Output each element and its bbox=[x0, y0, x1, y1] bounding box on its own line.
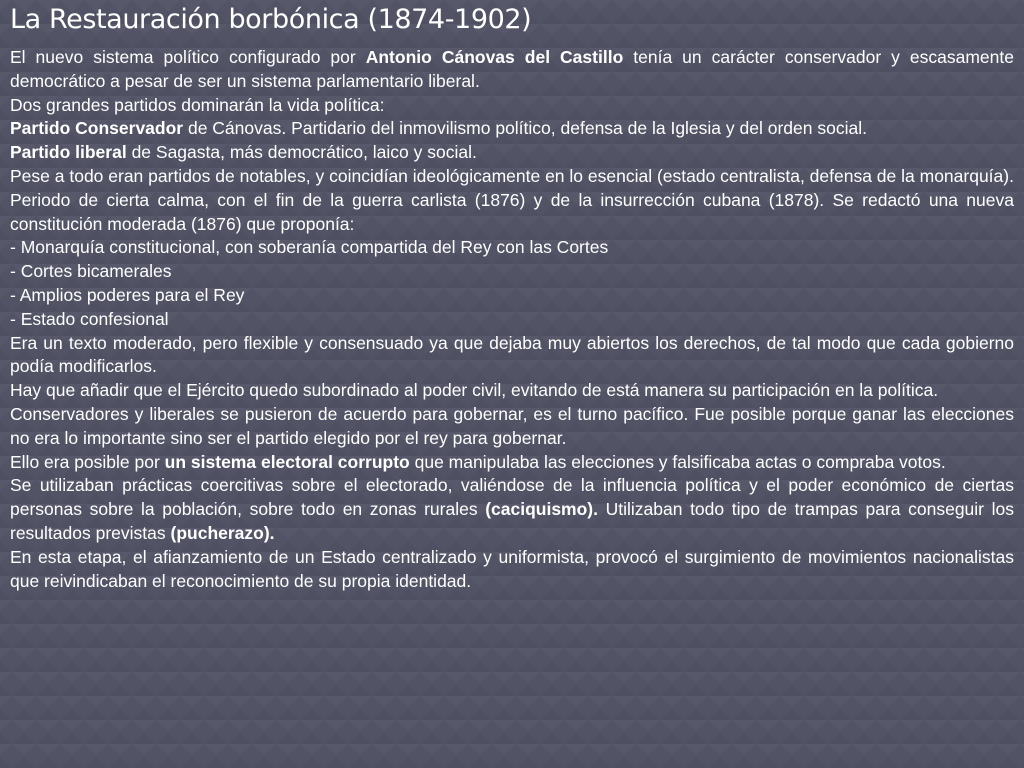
body-paragraph bbox=[10, 165, 1014, 189]
body-paragraph bbox=[10, 189, 1014, 237]
text-run: Ello era posible por bbox=[10, 451, 165, 472]
body-paragraph bbox=[10, 332, 1014, 380]
text-run: - Cortes bicamerales bbox=[10, 261, 172, 282]
body-paragraph bbox=[10, 451, 1014, 475]
text-run: Hay que añadir que el Ejército quedo subordinado al poder civil, evitando de está manera su participación en la política. bbox=[10, 380, 939, 401]
body-paragraph bbox=[10, 260, 1014, 284]
bold-text-run: Partido liberal bbox=[10, 142, 127, 163]
text-run: Era un texto moderado, pero flexible y consensuado ya que dejaba muy abiertos los derechos, de tal modo que cada gobierno podía modificarlos. bbox=[10, 332, 1014, 377]
bold-text-run: un sistema electoral corrupto bbox=[164, 451, 410, 472]
text-run: - Monarquía constitucional, con soberanía compartida del Rey con las Cortes bbox=[10, 237, 609, 258]
text-run: tenía un carácter conservador y escasamente democrático a pesar de ser un sistema parlamentario liberal. bbox=[10, 47, 1014, 91]
bold-text-run: Partido Conservador bbox=[10, 118, 184, 139]
text-run: Periodo de cierta calma, con el fin de la guerra carlista (1876) y de la insurrección cubana (1878). Se redactó una nueva constitución moderada (1876) que proponía: bbox=[10, 189, 1014, 234]
slide-title: La Restauración borbónica (1874-1902) bbox=[10, 4, 532, 35]
slide-body bbox=[10, 46, 1014, 593]
body-paragraph bbox=[10, 46, 1014, 94]
body-paragraph bbox=[10, 403, 1014, 451]
text-run: Conservadores y liberales se pusieron de acuerdo para gobernar, es el turno pacífico. Fue posible porque ganar las elecciones no era lo importante sino ser el partido elegido por el rey para gobernar. bbox=[10, 403, 1014, 448]
text-run: Pese a todo eran partidos de notables, y coincidían ideológicamente en lo esencial (estado centralista, defensa de la monarquía). bbox=[10, 165, 1014, 186]
text-run: El nuevo sistema político configurado por bbox=[10, 47, 366, 67]
text-run: de Sagasta, más democrático, laico y social. bbox=[126, 142, 477, 163]
body-paragraph bbox=[10, 141, 1014, 165]
text-run: Utilizaban todo tipo de trampas para conseguir los resultados previstas bbox=[10, 499, 1014, 543]
body-paragraph bbox=[10, 379, 1014, 403]
body-paragraph bbox=[10, 546, 1014, 594]
bold-text-run: (pucherazo). bbox=[170, 522, 275, 543]
body-paragraph bbox=[10, 284, 1014, 308]
text-run: Dos grandes partidos dominarán la vida política: bbox=[10, 94, 385, 115]
body-paragraph bbox=[10, 474, 1014, 545]
text-run: que manipulaba las elecciones y falsificaba actas o compraba votos. bbox=[409, 451, 946, 472]
body-paragraph bbox=[10, 117, 1014, 141]
text-run: En esta etapa, el afianzamiento de un Estado centralizado y uniformista, provocó el surgimiento de movimientos nacionalistas que reivindicaban el reconocimiento de su propia identidad. bbox=[10, 546, 1014, 591]
bold-text-run: Antonio Cánovas del Castillo bbox=[365, 47, 624, 67]
body-paragraph bbox=[10, 236, 1014, 260]
text-run: - Amplios poderes para el Rey bbox=[10, 284, 245, 305]
body-paragraph bbox=[10, 94, 1014, 118]
text-run: - Estado confesional bbox=[10, 308, 169, 329]
text-run: Se utilizaban prácticas coercitivas sobre el electorado, valiéndose de la influencia política y el poder económico de ciertas personas sobre la población, sobre todo en zonas rurales bbox=[10, 475, 1014, 520]
body-paragraph bbox=[10, 308, 1014, 332]
text-run: de Cánovas. Partidario del inmovilismo político, defensa de la Iglesia y del orden social. bbox=[183, 118, 867, 139]
bold-text-run: (caciquismo). bbox=[485, 499, 598, 520]
